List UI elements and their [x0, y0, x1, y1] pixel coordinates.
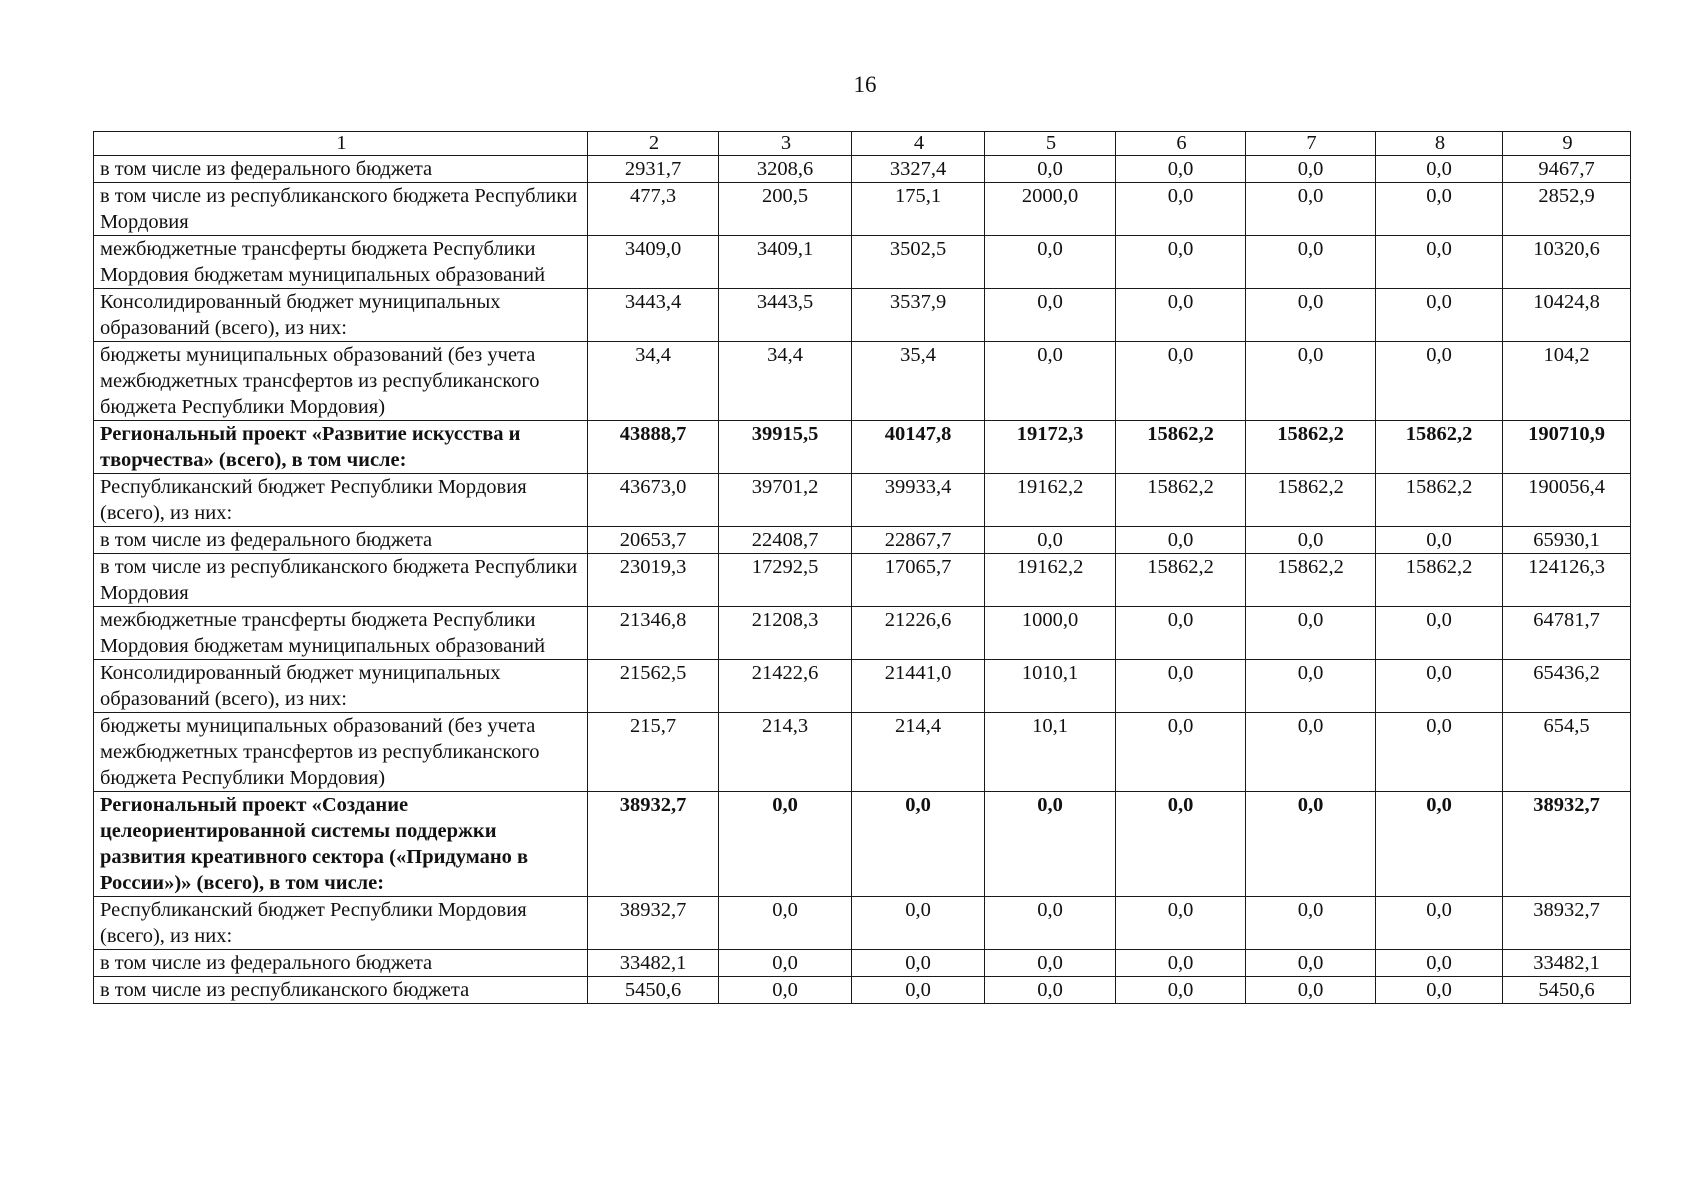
- table-row: [94, 607, 1631, 660]
- table-cell-value: 2000,0: [985, 183, 1116, 236]
- table-cell-value: 15862,2: [1246, 421, 1376, 474]
- table-cell-value: 654,5: [1503, 713, 1631, 792]
- table-cell-value: 0,0: [1116, 792, 1246, 897]
- table-cell-value: 3409,0: [588, 236, 719, 289]
- column-header: 5: [985, 132, 1116, 156]
- table-cell-value: 124126,3: [1503, 554, 1631, 607]
- table-row: [94, 554, 1631, 607]
- column-header: 2: [588, 132, 719, 156]
- table-cell-value: 15862,2: [1376, 421, 1503, 474]
- table-cell-value: 15862,2: [1116, 474, 1246, 527]
- table-cell-value: 10424,8: [1503, 289, 1631, 342]
- table-cell-value: 19172,3: [985, 421, 1116, 474]
- table-cell-value: 0,0: [1246, 527, 1376, 554]
- table-cell-value: 0,0: [852, 977, 985, 1004]
- table-cell-value: 17292,5: [719, 554, 852, 607]
- table-cell-value: 0,0: [985, 792, 1116, 897]
- row-label: в том числе из федерального бюджета: [94, 527, 588, 554]
- table-cell-value: 5450,6: [588, 977, 719, 1004]
- table-cell-value: 39701,2: [719, 474, 852, 527]
- table-cell-value: 15862,2: [1246, 474, 1376, 527]
- row-label: в том числе из федерального бюджета: [94, 156, 588, 183]
- table-row: [94, 474, 1631, 527]
- table-cell-value: 0,0: [1246, 236, 1376, 289]
- table-row: [94, 660, 1631, 713]
- budget-table: [93, 131, 1631, 1004]
- table-row: [94, 289, 1631, 342]
- table-cell-value: 477,3: [588, 183, 719, 236]
- table-cell-value: 33482,1: [1503, 950, 1631, 977]
- table-cell-value: 21441,0: [852, 660, 985, 713]
- table-row: [94, 236, 1631, 289]
- table-cell-value: 22867,7: [852, 527, 985, 554]
- table-cell-value: 190710,9: [1503, 421, 1631, 474]
- table-cell-value: 15862,2: [1376, 554, 1503, 607]
- table-row-section: [94, 792, 1631, 897]
- table-cell-value: 190056,4: [1503, 474, 1631, 527]
- table-cell-value: 0,0: [1246, 289, 1376, 342]
- table-cell-value: 38932,7: [1503, 897, 1631, 950]
- column-header: 3: [719, 132, 852, 156]
- table-cell-value: 21422,6: [719, 660, 852, 713]
- table-cell-value: 0,0: [719, 977, 852, 1004]
- table-cell-value: 3537,9: [852, 289, 985, 342]
- table-cell-value: 65930,1: [1503, 527, 1631, 554]
- table-cell-value: 1000,0: [985, 607, 1116, 660]
- table-cell-value: 40147,8: [852, 421, 985, 474]
- table-cell-value: 35,4: [852, 342, 985, 421]
- column-header: 8: [1376, 132, 1503, 156]
- column-header: 1: [94, 132, 588, 156]
- table-row: [94, 977, 1631, 1004]
- table-cell-value: 0,0: [1376, 607, 1503, 660]
- row-label: в том числе из республиканского бюджета Республики Мордовия: [94, 183, 588, 236]
- table-cell-value: 0,0: [719, 897, 852, 950]
- table-cell-value: 0,0: [1376, 792, 1503, 897]
- table-cell-value: 3409,1: [719, 236, 852, 289]
- table-cell-value: 64781,7: [1503, 607, 1631, 660]
- table-body: [94, 132, 1631, 1004]
- table-cell-value: 0,0: [985, 977, 1116, 1004]
- table-cell-value: 17065,7: [852, 554, 985, 607]
- table-cell-value: 22408,7: [719, 527, 852, 554]
- table-cell-value: 9467,7: [1503, 156, 1631, 183]
- table-cell-value: 19162,2: [985, 474, 1116, 527]
- table-cell-value: 214,4: [852, 713, 985, 792]
- table-cell-value: 0,0: [1376, 183, 1503, 236]
- table-cell-value: 19162,2: [985, 554, 1116, 607]
- table-cell-value: 0,0: [1246, 977, 1376, 1004]
- table-cell-value: 0,0: [985, 156, 1116, 183]
- table-cell-value: 2852,9: [1503, 183, 1631, 236]
- table-cell-value: 21346,8: [588, 607, 719, 660]
- table-cell-value: 0,0: [1376, 950, 1503, 977]
- row-label: в том числе из республиканского бюджета: [94, 977, 588, 1004]
- table-cell-value: 15862,2: [1116, 554, 1246, 607]
- table-cell-value: 10320,6: [1503, 236, 1631, 289]
- table-cell-value: 0,0: [1116, 950, 1246, 977]
- table-cell-value: 0,0: [719, 792, 852, 897]
- table-cell-value: 39933,4: [852, 474, 985, 527]
- table-cell-value: 15862,2: [1116, 421, 1246, 474]
- table-cell-value: 0,0: [985, 289, 1116, 342]
- table-cell-value: 0,0: [1376, 897, 1503, 950]
- table-cell-value: 10,1: [985, 713, 1116, 792]
- table-cell-value: 38932,7: [588, 897, 719, 950]
- table-cell-value: 0,0: [1376, 236, 1503, 289]
- row-label: Республиканский бюджет Республики Мордовия (всего), из них:: [94, 897, 588, 950]
- table-cell-value: 39915,5: [719, 421, 852, 474]
- column-header: 7: [1246, 132, 1376, 156]
- table-cell-value: 5450,6: [1503, 977, 1631, 1004]
- table-cell-value: 34,4: [719, 342, 852, 421]
- table-cell-value: 0,0: [1376, 660, 1503, 713]
- table-cell-value: 0,0: [1246, 660, 1376, 713]
- table-cell-value: 3443,4: [588, 289, 719, 342]
- table-cell-value: 0,0: [852, 792, 985, 897]
- table-cell-value: 0,0: [985, 236, 1116, 289]
- table-cell-value: 21226,6: [852, 607, 985, 660]
- table-cell-value: 200,5: [719, 183, 852, 236]
- row-label: бюджеты муниципальных образований (без учета межбюджетных трансфертов из республиканского бюджета Республики Мордовия): [94, 342, 588, 421]
- table-cell-value: 43673,0: [588, 474, 719, 527]
- table-cell-value: 104,2: [1503, 342, 1631, 421]
- table-cell-value: 3502,5: [852, 236, 985, 289]
- table-cell-value: 0,0: [1246, 950, 1376, 977]
- table-cell-value: 38932,7: [588, 792, 719, 897]
- row-label: в том числе из федерального бюджета: [94, 950, 588, 977]
- table-cell-value: 0,0: [985, 897, 1116, 950]
- row-label: Консолидированный бюджет муниципальных образований (всего), из них:: [94, 289, 588, 342]
- table-row: [94, 897, 1631, 950]
- row-label: Республиканский бюджет Республики Мордовия (всего), из них:: [94, 474, 588, 527]
- row-label: бюджеты муниципальных образований (без учета межбюджетных трансфертов из республиканского бюджета Республики Мордовия): [94, 713, 588, 792]
- table-cell-value: 175,1: [852, 183, 985, 236]
- table-row: [94, 950, 1631, 977]
- table-cell-value: 33482,1: [588, 950, 719, 977]
- table-cell-value: 0,0: [1246, 342, 1376, 421]
- table-cell-value: 0,0: [985, 950, 1116, 977]
- table-cell-value: 2931,7: [588, 156, 719, 183]
- column-header: 6: [1116, 132, 1246, 156]
- table-cell-value: 0,0: [1116, 607, 1246, 660]
- table-cell-value: 0,0: [1116, 236, 1246, 289]
- table-cell-value: 21562,5: [588, 660, 719, 713]
- table-row: [94, 527, 1631, 554]
- table-cell-value: 0,0: [1376, 527, 1503, 554]
- table-cell-value: 0,0: [1376, 977, 1503, 1004]
- table-cell-value: 0,0: [852, 897, 985, 950]
- table-cell-value: 0,0: [1116, 527, 1246, 554]
- table-cell-value: 0,0: [1376, 342, 1503, 421]
- table-row-section: [94, 421, 1631, 474]
- table-cell-value: 0,0: [1116, 183, 1246, 236]
- table-row: [94, 342, 1631, 421]
- table-cell-value: 0,0: [1376, 156, 1503, 183]
- row-label: Консолидированный бюджет муниципальных образований (всего), из них:: [94, 660, 588, 713]
- table-row: [94, 183, 1631, 236]
- table-cell-value: 215,7: [588, 713, 719, 792]
- table-cell-value: 0,0: [1376, 289, 1503, 342]
- table-cell-value: 0,0: [1116, 897, 1246, 950]
- table-cell-value: 0,0: [1116, 660, 1246, 713]
- row-label: межбюджетные трансферты бюджета Республики Мордовия бюджетам муниципальных образований: [94, 607, 588, 660]
- page-number: 16: [853, 72, 877, 97]
- table-cell-value: 3443,5: [719, 289, 852, 342]
- column-header: 9: [1503, 132, 1631, 156]
- table-cell-value: 38932,7: [1503, 792, 1631, 897]
- table-cell-value: 23019,3: [588, 554, 719, 607]
- table-cell-value: 0,0: [1116, 289, 1246, 342]
- table-cell-value: 21208,3: [719, 607, 852, 660]
- table-header-row: [94, 132, 1631, 156]
- table-cell-value: 0,0: [1246, 607, 1376, 660]
- table-cell-value: 3208,6: [719, 156, 852, 183]
- table-cell-value: 65436,2: [1503, 660, 1631, 713]
- table-cell-value: 15862,2: [1376, 474, 1503, 527]
- table-cell-value: 0,0: [1246, 156, 1376, 183]
- table-cell-value: 43888,7: [588, 421, 719, 474]
- table-cell-value: 0,0: [1116, 156, 1246, 183]
- table-cell-value: 0,0: [1246, 713, 1376, 792]
- table-cell-value: 0,0: [1116, 342, 1246, 421]
- table-cell-value: 1010,1: [985, 660, 1116, 713]
- table-cell-value: 15862,2: [1246, 554, 1376, 607]
- table-cell-value: 0,0: [719, 950, 852, 977]
- row-label: в том числе из республиканского бюджета Республики Мордовия: [94, 554, 588, 607]
- table-cell-value: 0,0: [1246, 897, 1376, 950]
- table-cell-value: 20653,7: [588, 527, 719, 554]
- table-row: [94, 713, 1631, 792]
- table-cell-value: 3327,4: [852, 156, 985, 183]
- table-cell-value: 0,0: [985, 342, 1116, 421]
- table-cell-value: 0,0: [1116, 977, 1246, 1004]
- row-label: Региональный проект «Развитие искусства и творчества» (всего), в том числе:: [94, 421, 588, 474]
- table-cell-value: 0,0: [1116, 713, 1246, 792]
- table-cell-value: 0,0: [852, 950, 985, 977]
- table-cell-value: 0,0: [1246, 792, 1376, 897]
- column-header: 4: [852, 132, 985, 156]
- table-cell-value: 34,4: [588, 342, 719, 421]
- table-cell-value: 0,0: [1246, 183, 1376, 236]
- table-cell-value: 0,0: [985, 527, 1116, 554]
- table-row: [94, 156, 1631, 183]
- row-label: Региональный проект «Создание целеориентированной системы поддержки развития креативного сектора («Придумано в России»)» (всего), в том числе:: [94, 792, 588, 897]
- row-label: межбюджетные трансферты бюджета Республики Мордовия бюджетам муниципальных образований: [94, 236, 588, 289]
- table-cell-value: 0,0: [1376, 713, 1503, 792]
- table-cell-value: 214,3: [719, 713, 852, 792]
